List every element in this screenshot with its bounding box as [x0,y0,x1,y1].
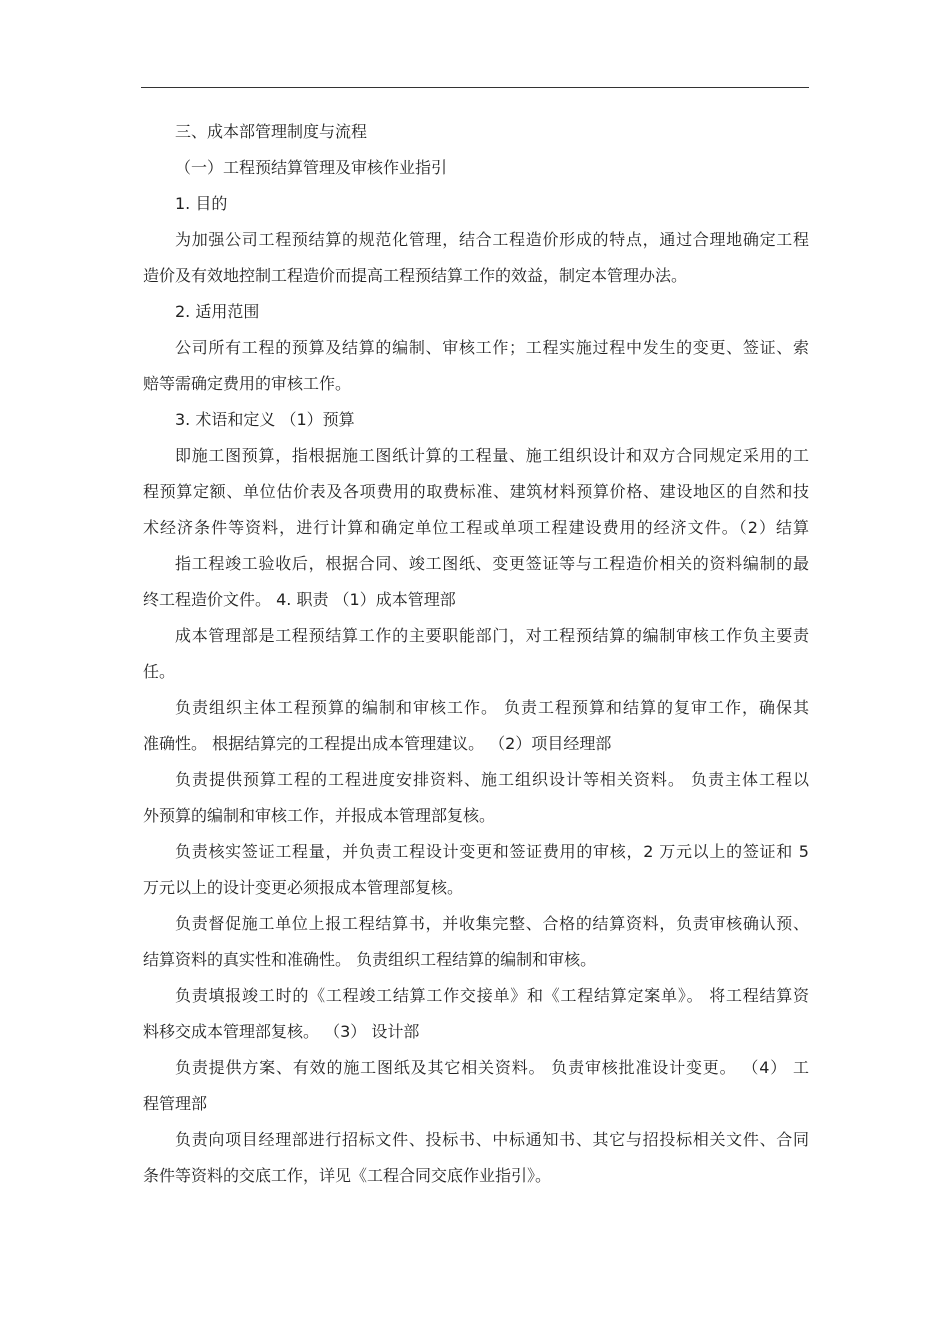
paragraph-line: 负责核实签证工程量，并负责工程设计变更和签证费用的审核，2 万元以上的签证和 5 [175,842,809,861]
subsection-heading: （一）工程预结算管理及审核作业指引 [175,158,448,177]
paragraph-line: 负责填报竣工时的《工程竣工结算工作交接单》和《工程结算定案单》。 将工程结算资 [175,986,809,1005]
paragraph-line: 公司所有工程的预算及结算的编制、审核工作；工程实施过程中发生的变更、签证、索 [175,338,809,357]
heading-terms: 3. 术语和定义 （1）预算 [175,410,355,429]
paragraph-line: 料移交成本管理部复核。 （3） 设计部 [143,1022,420,1041]
paragraph-line: 程管理部 [143,1094,208,1113]
paragraph-line: 负责督促施工单位上报工程结算书，并收集完整、合格的结算资料，负责审核确认预、 [175,914,809,933]
heading-scope: 2. 适用范围 [175,302,260,321]
document-body [143,114,809,1194]
paragraph-line: 终工程造价文件。 4. 职责 （1）成本管理部 [143,590,456,609]
heading-purpose: 1. 目的 [175,194,228,213]
paragraph-line: 即施工图预算，指根据施工图纸计算的工程量、施工组织设计和双方合同规定采用的工 [175,446,809,465]
paragraph-line: 指工程竣工验收后，根据合同、竣工图纸、变更签证等与工程造价相关的资料编制的最 [175,554,809,573]
paragraph-line: 条件等资料的交底工作，详见《工程合同交底作业指引》。 [143,1166,552,1185]
paragraph-line: 程预算定额、单位估价表及各项费用的取费标准、建筑材料预算价格、建设地区的自然和技 [143,482,809,501]
paragraph-line: 负责提供方案、有效的施工图纸及其它相关资料。 负责审核批准设计变更。 （4） 工 [175,1058,809,1077]
paragraph-line: 赔等需确定费用的审核工作。 [143,374,352,393]
section-heading: 三、成本部管理制度与流程 [175,122,368,141]
paragraph-line: 负责组织主体工程预算的编制和审核工作。 负责工程预算和结算的复审工作，确保其 [175,698,809,717]
header-rule [141,87,809,88]
paragraph-line: 负责向项目经理部进行招标文件、投标书、中标通知书、其它与招投标相关文件、合同 [175,1130,809,1149]
paragraph-line: 术经济条件等资料，进行计算和确定单位工程或单项工程建设费用的经济文件。（2）结算 [143,518,809,537]
paragraph-line: 负责提供预算工程的工程进度安排资料、施工组织设计等相关资料。 负责主体工程以 [175,770,809,789]
paragraph-line: 成本管理部是工程预结算工作的主要职能部门，对工程预结算的编制审核工作负主要责 [175,626,809,645]
paragraph-line: 造价及有效地控制工程造价而提高工程预结算工作的效益，制定本管理办法。 [143,266,688,285]
paragraph-line: 准确性。 根据结算完的工程提出成本管理建议。 （2）项目经理部 [143,734,612,753]
paragraph-line: 外预算的编制和审核工作，并报成本管理部复核。 [143,806,496,825]
paragraph-line: 万元以上的设计变更必须报成本管理部复核。 [143,878,464,897]
paragraph-line: 任。 [143,662,176,681]
paragraph-line: 为加强公司工程预结算的规范化管理，结合工程造价形成的特点，通过合理地确定工程 [175,230,809,249]
paragraph-line: 结算资料的真实性和准确性。 负责组织工程结算的编制和审核。 [143,950,597,969]
